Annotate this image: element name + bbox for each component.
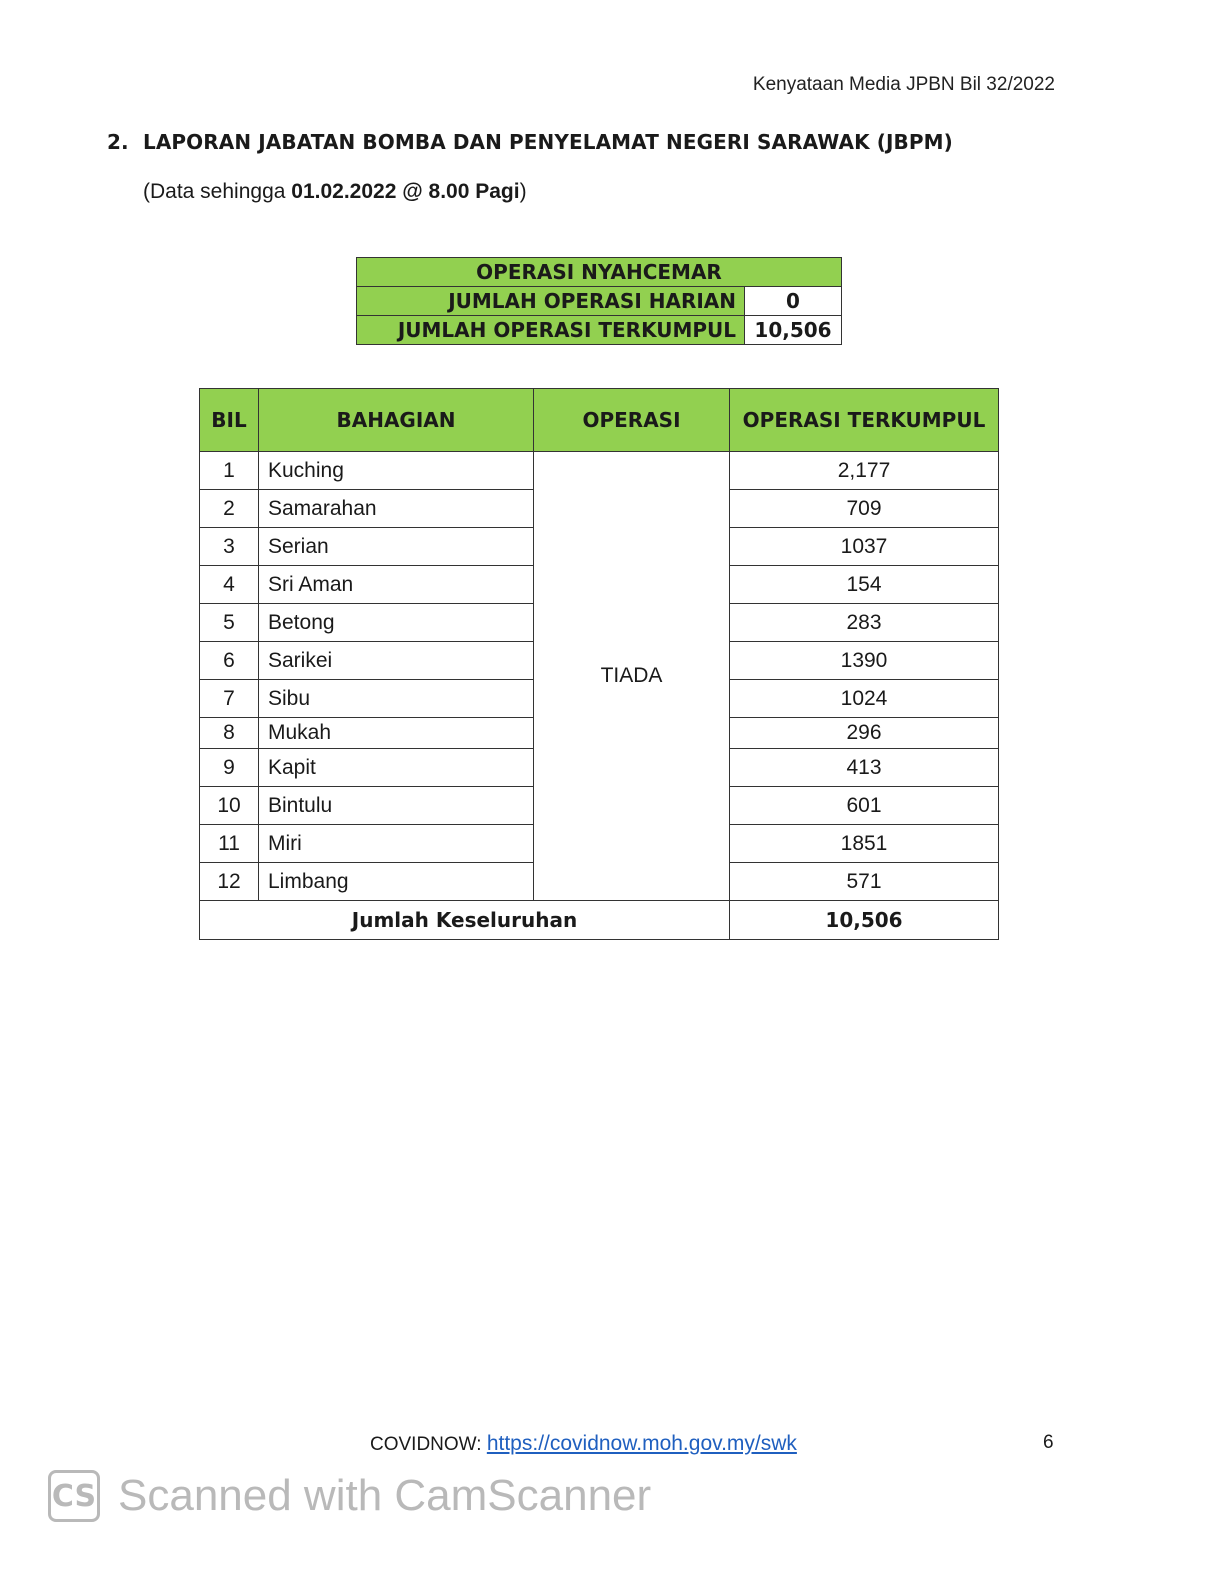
cell-bil: 11 <box>200 825 259 863</box>
summary-heading: OPERASI NYAHCEMAR <box>357 258 842 287</box>
summary-row <box>357 316 842 345</box>
cell-bil: 12 <box>200 863 259 901</box>
subtitle-prefix: (Data sehingga <box>143 180 292 203</box>
cell-bahagian: Kapit <box>259 749 534 787</box>
cell-terkumpul: 2,177 <box>730 452 999 490</box>
cell-bahagian: Sibu <box>259 680 534 718</box>
summary-value: 0 <box>745 287 842 316</box>
footer-label: COVIDNOW: <box>370 1434 487 1455</box>
camscanner-logo-icon: CS <box>48 1470 100 1522</box>
cell-bahagian: Samarahan <box>259 490 534 528</box>
subtitle-date: 01.02.2022 @ 8.00 Pagi <box>291 180 520 203</box>
cell-terkumpul: 709 <box>730 490 999 528</box>
cell-bahagian: Miri <box>259 825 534 863</box>
cell-bahagian: Bintulu <box>259 787 534 825</box>
cell-bil: 7 <box>200 680 259 718</box>
page-number: 6 <box>1043 1432 1054 1453</box>
cell-bil: 8 <box>200 718 259 749</box>
header-operasi-terkumpul: OPERASI TERKUMPUL <box>730 389 999 452</box>
cell-terkumpul: 1851 <box>730 825 999 863</box>
subtitle-suffix: ) <box>519 180 527 203</box>
cell-bahagian: Sri Aman <box>259 566 534 604</box>
division-operations-table <box>199 388 999 940</box>
cell-terkumpul: 296 <box>730 718 999 749</box>
statement-reference: Kenyataan Media JPBN Bil 32/2022 <box>752 74 1055 95</box>
watermark-text: Scanned with CamScanner <box>118 1471 652 1520</box>
footer <box>370 1432 797 1456</box>
summary-row <box>357 287 842 316</box>
table-header-row <box>200 389 999 452</box>
cell-terkumpul: 571 <box>730 863 999 901</box>
cell-terkumpul: 601 <box>730 787 999 825</box>
cell-bil: 4 <box>200 566 259 604</box>
header-bil: BIL <box>200 389 259 452</box>
total-label: Jumlah Keseluruhan <box>200 901 730 940</box>
data-date-note <box>143 180 527 204</box>
cell-bahagian: Sarikei <box>259 642 534 680</box>
summary-value: 10,506 <box>745 316 842 345</box>
cell-bil: 3 <box>200 528 259 566</box>
cell-bahagian: Serian <box>259 528 534 566</box>
covidnow-link[interactable]: https://covidnow.moh.gov.my/swk <box>486 1432 797 1455</box>
total-row <box>200 901 999 940</box>
cell-bahagian: Kuching <box>259 452 534 490</box>
cell-bil: 1 <box>200 452 259 490</box>
cell-terkumpul: 1024 <box>730 680 999 718</box>
cell-bil: 6 <box>200 642 259 680</box>
summary-heading-row <box>357 258 842 287</box>
cell-bahagian: Mukah <box>259 718 534 749</box>
summary-table <box>356 257 842 345</box>
cell-operasi-merged: TIADA <box>534 452 730 901</box>
cell-bahagian: Betong <box>259 604 534 642</box>
cell-bil: 5 <box>200 604 259 642</box>
section-title <box>107 130 953 154</box>
cell-bil: 10 <box>200 787 259 825</box>
summary-label: JUMLAH OPERASI HARIAN <box>357 287 745 316</box>
cell-terkumpul: 154 <box>730 566 999 604</box>
cell-terkumpul: 1390 <box>730 642 999 680</box>
cell-bil: 9 <box>200 749 259 787</box>
section-title-text: LAPORAN JABATAN BOMBA DAN PENYELAMAT NEGERI SARAWAK (JBPM) <box>143 130 953 154</box>
cell-terkumpul: 413 <box>730 749 999 787</box>
total-value: 10,506 <box>730 901 999 940</box>
cell-bahagian: Limbang <box>259 863 534 901</box>
header-operasi: OPERASI <box>534 389 730 452</box>
cell-terkumpul: 1037 <box>730 528 999 566</box>
cell-terkumpul: 283 <box>730 604 999 642</box>
table-row <box>200 452 999 490</box>
camscanner-watermark <box>48 1470 651 1522</box>
section-number: 2. <box>107 130 129 154</box>
cell-bil: 2 <box>200 490 259 528</box>
summary-label: JUMLAH OPERASI TERKUMPUL <box>357 316 745 345</box>
header-bahagian: BAHAGIAN <box>259 389 534 452</box>
